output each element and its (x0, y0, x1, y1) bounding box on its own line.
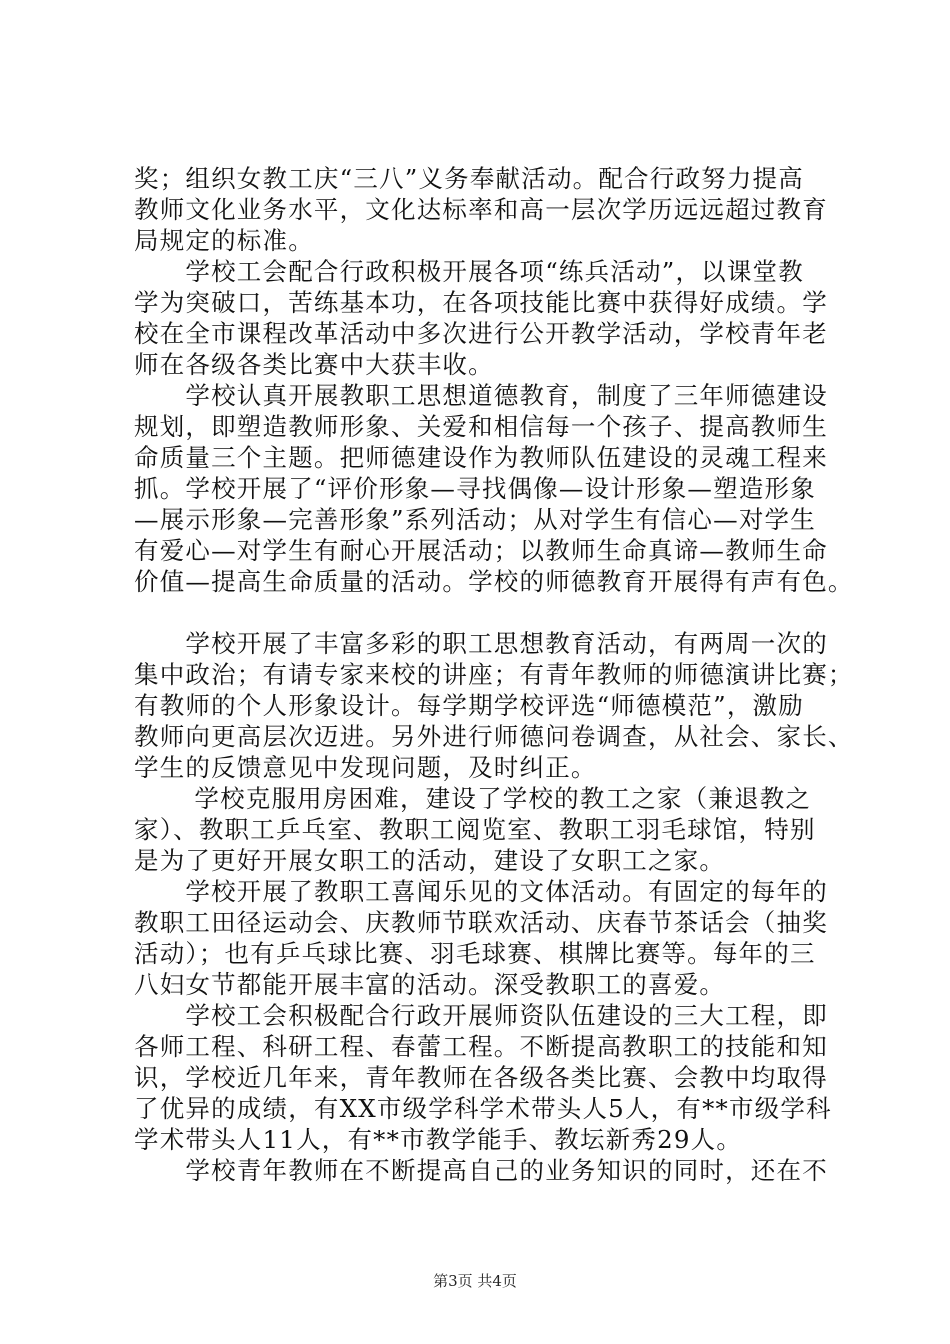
page-number-footer: 第3页 共4页 (433, 1272, 517, 1290)
text-line: 教师向更高层次迈进。另外进行师德问卷调查，从社会、家长、 (134, 722, 854, 751)
document-body (134, 163, 854, 1186)
text-line: 抓。学校开展了“评价形象—寻找偶像—设计形象—塑造形象 (134, 474, 816, 503)
text-line: 学校克服用房困难，建设了学校的教工之家（兼退教之 (134, 784, 812, 813)
text-line: 学校开展了丰富多彩的职工思想教育活动，有两周一次的 (134, 629, 828, 658)
text-line: 命质量三个主题。把师德建设作为教师队伍建设的灵魂工程来 (134, 443, 828, 472)
text-line: 奖；组织女教工庆“三八”义务奉献活动。配合行政努力提高 (134, 164, 804, 193)
text-line: 学生的反馈意见中发现问题，及时纠正。 (134, 753, 597, 782)
text-line: 师在各级各类比赛中大获丰收。 (134, 350, 494, 379)
text-line: 有教师的个人形象设计。每学期学校评选“师德模范”，激励 (134, 691, 804, 720)
text-line: 学校青年教师在不断提高自己的业务知识的同时，还在不 (134, 1156, 828, 1185)
text-line: 有爱心—对学生有耐心开展活动；以教师生命真谛—教师生命 (134, 536, 828, 565)
text-line: 学为突破口，苦练基本功，在各项技能比赛中获得好成绩。学 (134, 288, 828, 317)
text-line: 局规定的标准。 (134, 226, 314, 255)
text-line: 活动）；也有乒乓球比赛、羽毛球赛、棋牌比赛等。每年的三 (134, 939, 816, 968)
text-line: 集中政治；有请专家来校的讲座；有青年教师的师德演讲比赛； (134, 660, 854, 689)
blank-line (134, 597, 854, 628)
text-line: 教师文化业务水平，文化达标率和高一层次学历远远超过教育 (134, 195, 828, 224)
text-line: 八妇女节都能开展丰富的活动。深受教职工的喜爱。 (134, 970, 726, 999)
text-line: 学校开展了教职工喜闻乐见的文体活动。有固定的每年的 (134, 877, 828, 906)
text-line: 学术带头人11人，有**市教学能手、教坛新秀29人。 (134, 1125, 743, 1154)
text-line: 学校认真开展教职工思想道德教育，制度了三年师德建设 (134, 381, 828, 410)
text-line: 家）、教职工乒乓室、教职工阅览室、教职工羽毛球馆，特别 (134, 815, 816, 844)
text-line: 规划，即塑造教师形象、关爱和相信每一个孩子、提高教师生 (134, 412, 828, 441)
text-line: 教职工田径运动会、庆教师节联欢活动、庆春节茶话会（抽奖 (134, 908, 828, 937)
text-line: 是为了更好开展女职工的活动，建设了女职工之家。 (134, 846, 726, 875)
text-line: 学校工会积极配合行政开展师资队伍建设的三大工程，即 (134, 1001, 828, 1030)
text-line: 校在全市课程改革活动中多次进行公开教学活动，学校青年老 (134, 319, 828, 348)
text-line: 各师工程、科研工程、春蕾工程。不断提高教职工的技能和知 (134, 1032, 828, 1061)
text-line: —展示形象—完善形象”系列活动；从对学生有信心—对学生 (134, 505, 816, 534)
text-line: 学校工会配合行政积极开展各项“练兵活动”，以课堂教 (134, 257, 804, 286)
text-line: 识，学校近几年来，青年教师在各级各类比赛、会教中均取得 (134, 1063, 828, 1092)
text-line: 了优异的成绩，有XX市级学科学术带头人5人，有**市级学科 (134, 1094, 832, 1123)
text-line: 价值—提高生命质量的活动。学校的师德教育开展得有声有色。 (134, 567, 854, 596)
